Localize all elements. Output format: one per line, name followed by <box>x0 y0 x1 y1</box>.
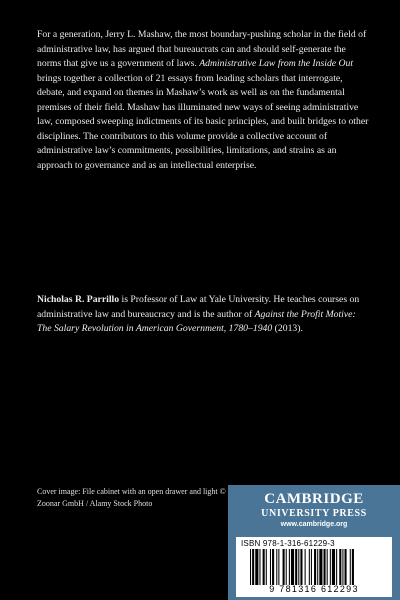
barcode-bar <box>300 549 302 585</box>
barcode-bar <box>259 549 260 585</box>
barcode-bar <box>252 549 254 585</box>
barcode-bar <box>319 549 322 585</box>
barcode-bar <box>339 549 341 585</box>
barcode-bar <box>342 549 343 585</box>
barcode-bar <box>266 549 267 585</box>
barcode-bar <box>291 549 294 585</box>
barcode-bar <box>311 549 312 585</box>
blurb-book-title: Administrative Law from the Inside Out <box>199 58 354 69</box>
barcode-bar <box>305 549 306 585</box>
barcode-bar <box>295 549 297 585</box>
blurb-text-1: For a generation, Jerry L. Mashaw, the most boundary-pushing scholar in the field of administrative law, has argued that bureaucrats can and should self-generate the norms that give us a government of laws. <box>37 29 367 69</box>
barcode-bar <box>263 549 265 585</box>
publisher-url: www.cambridge.org <box>280 521 348 528</box>
barcode-bar <box>255 549 258 585</box>
barcode-bar <box>270 549 271 585</box>
barcode-bar <box>298 549 299 585</box>
barcode-bar <box>250 549 251 585</box>
barcode-bar <box>276 549 277 585</box>
editor-book-year: (2013). <box>272 323 303 334</box>
barcode-bar <box>314 549 316 585</box>
isbn-label: ISBN 978-1-316-61229-3 <box>241 539 335 548</box>
editor-name: Nicholas R. Parrillo <box>37 294 120 305</box>
editor-bio <box>37 293 370 337</box>
barcode-bar <box>289 549 290 585</box>
editor-book-title: Against the Profit Motive: The Salary Revolution in American Government, 1780–1940 <box>37 308 356 334</box>
barcode-panel <box>236 537 392 597</box>
barcode-bar <box>350 549 351 585</box>
barcode-bar <box>352 549 354 585</box>
barcode-bar <box>272 549 274 585</box>
barcode-bar <box>317 549 318 585</box>
barcode-bar <box>324 549 326 585</box>
publisher-box <box>228 485 400 600</box>
barcode-bar <box>286 549 287 585</box>
barcode-digits: 9 781316 612293 <box>269 584 359 594</box>
barcode-bar <box>345 549 347 585</box>
barcode-bar <box>309 549 310 585</box>
cover-image-credit: Cover image: File cabinet with an open drawer and light © Zoonar GmbH / Alamy Stock Photo <box>37 487 226 508</box>
barcode-bar <box>332 549 335 585</box>
barcode-bar <box>336 549 337 585</box>
barcode-bar <box>278 549 279 585</box>
barcode-icon <box>236 549 392 585</box>
publisher-name: CAMBRIDGE <box>264 491 364 507</box>
back-cover-blurb <box>37 28 370 173</box>
publisher-subtitle: UNIVERSITY PRESS <box>261 508 367 519</box>
barcode-bar <box>330 549 331 585</box>
barcode-bar <box>283 549 285 585</box>
editor-bio-text: is Professor of Law at Yale University. He teaches courses on administrative law and bureaucracy and is the author of <box>37 294 360 320</box>
barcode-bar <box>327 549 328 585</box>
blurb-text-2: brings together a collection of 21 essays from leading scholars that interrogate, debate, and expand on themes in Mashaw’s work as well as on the fundamental premises of their field. Mashaw has illuminated new ways of seeing administrative law, composed sweeping indictments of its basic principles, and built bridges to other disciplines. The contributors to this volume provide a collective account of administrative law’s commitments, possibilities, limitations, and strains as an approach to governance and as an intellectual enterprise. <box>37 72 369 171</box>
